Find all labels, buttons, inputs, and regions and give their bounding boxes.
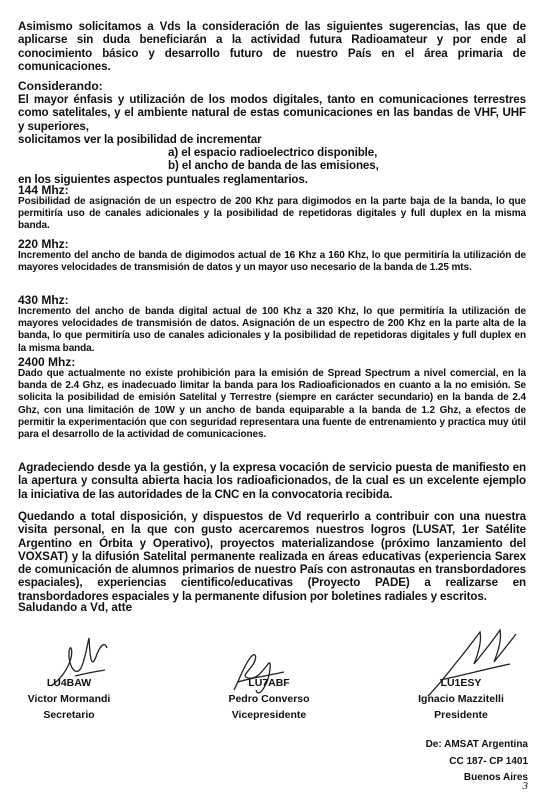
sender-footer	[426, 737, 528, 787]
signature-block-vicepresidente	[212, 675, 326, 723]
considerando-line: El mayor énfasis y utilización de los modos digitales, tanto en comunicaciones terrestres como satelitales, y el ambiente natural de estas comunicaciones en las bandas de VHF, UHF y superiores,	[18, 93, 526, 133]
signatory-name: Pedro Converso	[228, 693, 310, 705]
band-144-title: 144 Mhz:	[18, 183, 69, 197]
considerando-item-a: a) el espacio radioelectrico disponible,	[168, 146, 378, 160]
intro-paragraph: Asimismo solicitamos a Vds la consideración de las siguientes sugerencias, las que de aplicarse sin duda beneficiarán a la actividad futura Radioamateur y por ende al conocimiento básico y desarrollo futuro de nuestro País en el área primaria de comunicaciones.	[18, 20, 526, 73]
band-144-text: Posibilidad de asignación de un espectro de 200 Khz para digimodos en la parte baja de la banda, lo que permitiría uso de canales adicionales y la posibilidad de repetidoras digitales y full duplex en la misma banda.	[18, 196, 526, 232]
signature-block-secretario	[14, 675, 124, 723]
signatory-callsign: LU7ABF	[248, 677, 290, 689]
band-430-text: Incremento del ancho de banda digital actual de 100 Khz a 320 Khz, lo que permitiría la utilización de mayores velocidades de transmisión de datos. Asignación de un espectro de 200 Khz en la parte alta de la banda, lo que permitiría uso de canales adicionales y la posibilidad de repetidoras digitales y full duplex en la misma banda.	[18, 306, 526, 354]
signatory-role: Presidente	[434, 709, 488, 721]
band-220-text: Incremento del ancho de banda de digimodos actual de 16 Khz a 160 Khz, lo que permitiría la utilización de mayores velocidades de transmisión de datos y un mayor uso necesario de la banda de 1.25 mts.	[18, 250, 526, 274]
footer-line-3: Buenos Aires	[463, 772, 528, 783]
considerando-heading: Considerando:	[18, 79, 103, 93]
agradeciendo-paragraph: Agradeciendo desde ya la gestión, y la expresa vocación de servicio puesta de manifiesto en la apertura y consulta abierta hacia los radioaficionados, de la cual es un excelente ejemplo la iniciativa de las autoridades de la CNC en la convocatoria recibida.	[18, 461, 526, 501]
band-220-title: 220 Mhz:	[18, 237, 69, 251]
considerando-request: solicitamos ver la posibilidad de incrementar	[18, 132, 262, 146]
quedando-paragraph: Quedando a total disposición, y dispuestos de Vd requerirlo a contribuir con una nuestra visita personal, en la que con gusto acercaremos nuestros logros (LUSAT, 1er Satélite Argentino en Órbita y Operativo), proyectos materializandose (próximo lanzamiento del VOXSAT) y la difusión Satelital permanente realizada en áreas educativas (experiencia Sarex de comunicación de alumnos primarios de nuestro País con astronautas en transbordadores espaciales), experiencias cientifico/educativas (Proyecto PADE) a realizarse en transbordadores espaciales y la permanente difusion por boletines radiales y escritos.	[18, 510, 526, 603]
band-2400-text: Dado que actualmente no existe prohibición para la emisión de Spread Spectrum a nivel comercial, en la banda de 2.4 Ghz, es inadecuado limitar la banda para los Radioaficionados en cuanto a la no emisión. Se solicita la posibilidad de emisión Satelital y Terrestre (siempre en carácter secundario) en la banda de 2.4 Ghz, con una limitación de 10W y un ancho de banda equiparable a la banda de 1.2 Ghz, a efectos de permitir la experimentación que con seguridad representara una fuente de entrenamiento y practica muy útil para el desarrollo de la actividad de comunicaciones.	[18, 368, 526, 441]
band-430-title: 430 Mhz:	[18, 293, 69, 307]
signatory-callsign: LU1ESY	[440, 677, 482, 689]
signatory-role: Vicepresidente	[231, 709, 307, 721]
footer-line-1: De: AMSAT Argentina	[425, 739, 528, 750]
signatory-callsign: LU4BAW	[46, 677, 92, 689]
considerando-closing: en los siguientes aspectos puntuales reglamentarios.	[18, 172, 308, 186]
signatory-name: Ignacio Mazzitelli	[418, 693, 504, 705]
signature-block-presidente	[404, 675, 518, 723]
page-number: 3	[522, 780, 528, 792]
considerando-body	[18, 93, 526, 186]
closing-salutation: Saludando a Vd, atte	[18, 601, 133, 614]
considerando-item-b: b) el ancho de banda de las emisiones,	[168, 159, 379, 173]
signatory-name: Victor Mormandi	[27, 693, 111, 705]
band-2400-title: 2400 Mhz:	[18, 355, 76, 369]
signatory-role: Secretario	[43, 709, 95, 721]
footer-line-2: CC 187- CP 1401	[449, 755, 528, 767]
